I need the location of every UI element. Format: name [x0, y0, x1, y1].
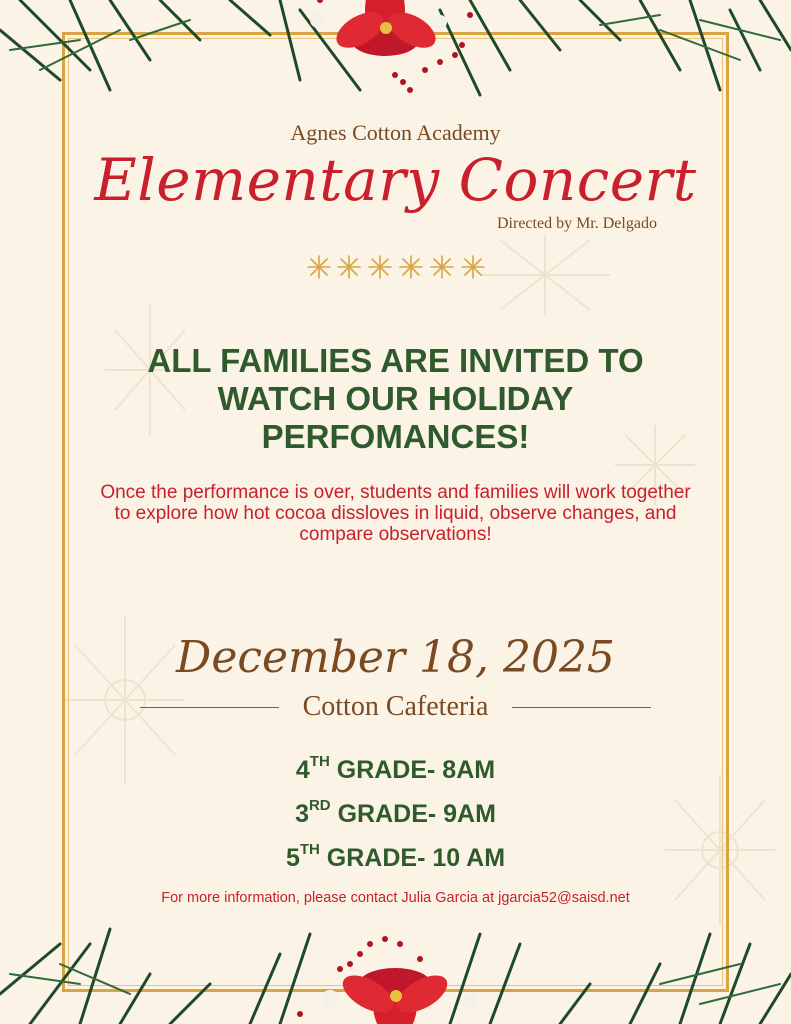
snowflake-icon — [308, 256, 330, 278]
divider-left — [140, 707, 279, 708]
poinsettia-top-icon — [310, 0, 447, 56]
pine-garland-bottom — [0, 914, 791, 1024]
invitation-headline: ALL FAMILIES ARE INVITED TO WATCH OUR HOLIDAY PERFOMANCES! — [147, 342, 644, 455]
snowflake-icon — [462, 256, 484, 278]
director-credit: Directed by Mr. Delgado — [497, 215, 657, 232]
event-date: December 18, 2025 — [176, 632, 615, 683]
grade-suffix: TH — [309, 753, 330, 770]
event-venue: Cotton Cafeteria — [302, 691, 489, 722]
poinsettia-bottom-icon — [321, 968, 478, 1024]
divider-right — [512, 707, 651, 708]
snowflake-icon — [338, 256, 360, 278]
grade-time: GRADE- 9AM — [330, 800, 496, 828]
contact-info: For more information, please contact Julia Garcia at jgarcia52@saisd.net — [161, 890, 630, 906]
activity-description: Once the performance is over, students and families will work together to explore how hot cocoa dissloves in liquid, observe changes, and compare observations! — [100, 482, 691, 545]
grade-number: 4 — [295, 756, 310, 784]
snowflake-divider — [305, 253, 487, 281]
snowflake-icon — [369, 256, 391, 278]
concert-title: Elementary Concert — [94, 146, 697, 214]
schedule-item-5th-grade — [0, 841, 791, 873]
grade-time: GRADE- 8AM — [329, 756, 496, 784]
grade-number: 5 — [285, 844, 300, 872]
grade-time: GRADE- 10 AM — [319, 844, 506, 872]
grade-suffix: RD — [308, 797, 331, 814]
schedule-item-3rd-grade — [0, 797, 791, 829]
schedule-item-4th-grade — [0, 753, 791, 785]
venue-row — [140, 690, 651, 724]
grade-number: 3 — [295, 800, 309, 828]
grade-suffix: TH — [299, 841, 320, 858]
snowflake-icon — [431, 256, 453, 278]
pine-garland-top — [0, 0, 791, 110]
school-name: Agnes Cotton Academy — [290, 120, 501, 145]
snowflake-icon — [400, 256, 422, 278]
